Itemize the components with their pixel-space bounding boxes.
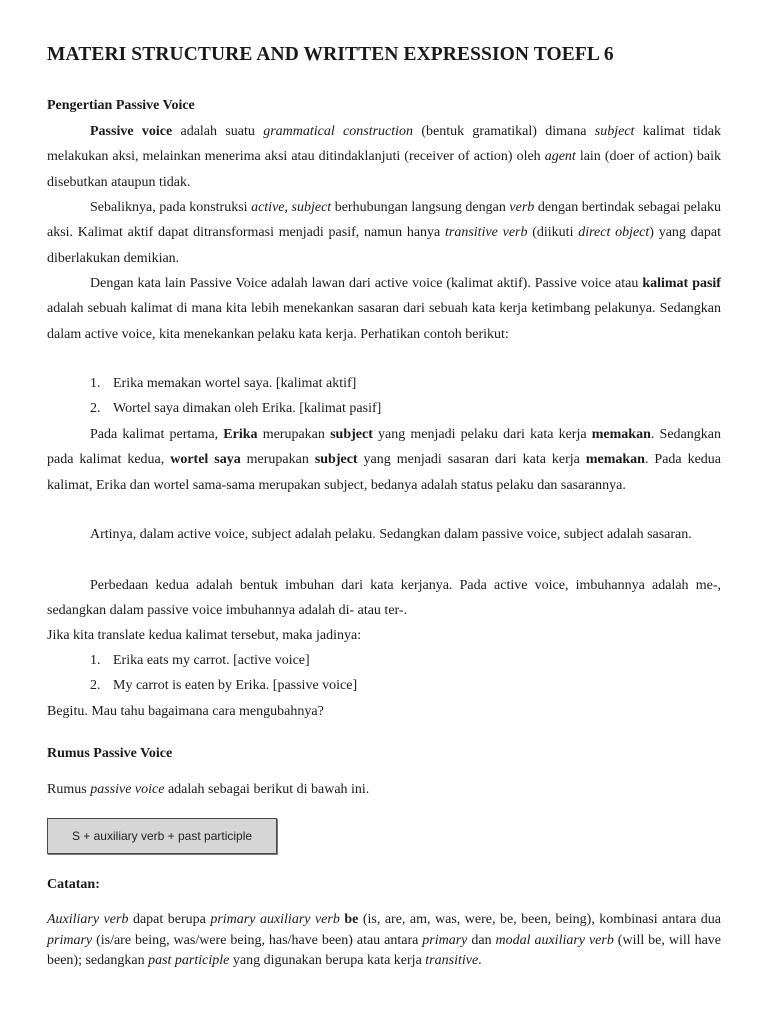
- question-line: Begitu. Mau tahu bagaimana cara mengubahnya?: [47, 704, 324, 719]
- list-item: 1. Erika memakan wortel saya. [kalimat aktif]: [90, 376, 357, 391]
- formula-box: S + auxiliary verb + past participle: [47, 818, 277, 854]
- paragraph-kata-lain: Dengan kata lain Passive Voice adalah lawan dari active voice (kalimat aktif). Passive voice atau kalimat pasif adalah sebuah kalimat di mana kita lebih menekankan sasaran dari sebuah kata kerja ketimbang pelakunya. Sedangkan dalam active voice, kita menekankan pelaku kata kerja. Perhatikan contoh berikut:: [47, 276, 721, 342]
- list-item: 1. Erika eats my carrot. [active voice]: [90, 653, 310, 668]
- paragraph-artinya: Artinya, dalam active voice, subject adalah pelaku. Sedangkan dalam passive voice, subject adalah sasaran.: [90, 527, 692, 542]
- bold-term: Passive voice: [90, 124, 173, 139]
- rumus-intro: Rumus passive voice adalah sebagai berikut di bawah ini.: [47, 782, 370, 797]
- paragraph-active-construction: Sebaliknya, pada konstruksi active, subject berhubungan langsung dengan verb dengan bertindak sebagai pelaku aksi. Kalimat aktif dapat ditransformasi menjadi pasif, namun hanya transitive verb (diikuti direct object) yang dapat diberlakukan demikian.: [47, 200, 721, 266]
- paragraph-catatan: Auxiliary verb dapat berupa primary auxiliary verb be (is, are, am, was, were, be, been, being), kombinasi antara dua primary (is/are being, was/were being, has/have been) atau antara primary dan modal auxiliary verb (will be, will have been); sedangkan past participle yang digunakan berupa kata kerja transitive.: [47, 912, 722, 968]
- paragraph-definition: Passive voice adalah suatu grammatical construction (bentuk gramatikal) dimana subject kalimat tidak melakukan aksi, melainkan menerima aksi atau ditindaklanjuti (receiver of action) oleh agent lain (doer of action) baik disebutkan ataupun tidak.: [47, 124, 722, 190]
- document-title: MATERI STRUCTURE AND WRITTEN EXPRESSION TOEFL 6: [47, 44, 614, 65]
- paragraph-perbedaan: Perbedaan kedua adalah bentuk imbuhan dari kata kerjanya. Pada active voice, imbuhannya adalah me-, sedangkan dalam passive voice imbuhannya adalah di- atau ter-.: [47, 578, 721, 619]
- paragraph-explanation: Pada kalimat pertama, Erika merupakan subject yang menjadi pelaku dari kata kerja memakan. Sedangkan pada kalimat kedua, wortel saya merupakan subject yang menjadi sasaran dari kata kerja memakan. Pada kedua kalimat, Erika dan wortel sama-sama merupakan subject, bedanya adalah status pelaku dan sasarannya.: [47, 427, 721, 493]
- section-heading-passive-voice: Pengertian Passive Voice: [47, 98, 195, 113]
- list-item: 2. Wortel saya dimakan oleh Erika. [kalimat pasif]: [90, 401, 382, 416]
- list-item: 2. My carrot is eaten by Erika. [passive voice]: [90, 678, 358, 693]
- section-heading-catatan: Catatan:: [47, 877, 100, 892]
- translate-line: Jika kita translate kedua kalimat tersebut, maka jadinya:: [47, 628, 362, 643]
- section-heading-rumus: Rumus Passive Voice: [47, 746, 173, 761]
